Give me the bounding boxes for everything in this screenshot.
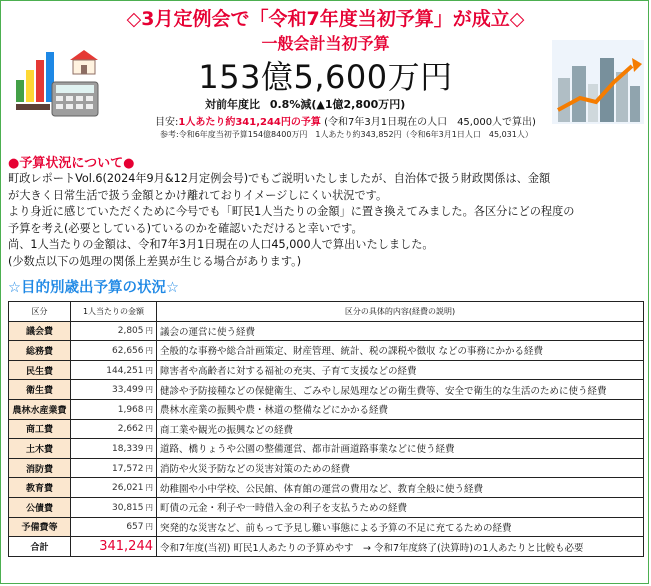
amount-value: 1,968	[117, 404, 144, 415]
table-row	[9, 321, 644, 341]
category-cell: 消防費	[9, 458, 71, 478]
amount-value: 2,805	[117, 326, 144, 337]
expenditure-heading: ☆目的別歳出予算の状況☆	[8, 280, 179, 296]
table-total-row	[9, 537, 644, 557]
amount-cell	[71, 458, 157, 478]
calculator-chart-illustration-icon	[12, 40, 122, 120]
amount-unit: 円	[145, 463, 153, 473]
amount-cell	[71, 497, 157, 517]
explanation-line: が大きく日常生活で扱う金額とかけ離れておりイメージしにくい状況です。	[8, 188, 388, 202]
amount-value: 657	[126, 522, 144, 533]
table-row	[9, 439, 644, 459]
table-header-row	[9, 302, 644, 322]
amount-unit: 円	[145, 365, 153, 375]
target-prefix: 目安:	[155, 117, 179, 128]
category-cell: 予備費等	[9, 517, 71, 537]
table-row	[9, 478, 644, 498]
category-cell: 公債費	[9, 497, 71, 517]
category-cell: 議会費	[9, 321, 71, 341]
category-cell: 土木費	[9, 439, 71, 459]
table-row	[9, 458, 644, 478]
table-row	[9, 399, 644, 419]
description-cell: 消防や火災予防などの災害対策のための経費	[157, 458, 644, 478]
amount-value: 62,656	[112, 345, 144, 356]
budget-explanation	[8, 171, 643, 271]
explanation-line: より身近に感じていただくために今号でも「町民1人当たりの金額」に置き換えてみました。各区分にどの程度の	[8, 205, 575, 219]
category-cell: 商工費	[9, 419, 71, 439]
amount-value: 2,662	[117, 424, 144, 435]
explanation-line: 尚、1人当たりの金額は、令和7年3月1日現在の人口45,000人で算出いたしました。	[8, 238, 434, 252]
amount-cell	[71, 380, 157, 400]
table-row	[9, 360, 644, 380]
table-row	[9, 517, 644, 537]
amount-value: 33,499	[112, 385, 144, 396]
header-description: 区分の具体的内容(経費の説明)	[157, 302, 644, 322]
amount-unit: 円	[145, 483, 153, 493]
amount-unit: 円	[145, 385, 153, 395]
category-cell: 合計	[9, 537, 71, 557]
expenditure-table	[8, 301, 644, 557]
description-cell: 幼稚園や小中学校、公民館、体育館の運営の費用など、教育全般に使う経費	[157, 478, 644, 498]
comparison-label: 対前年度比	[205, 98, 260, 111]
budget-subtitle: 一般会計当初予算	[261, 34, 390, 53]
category-cell: 教育費	[9, 478, 71, 498]
amount-cell	[71, 360, 157, 380]
amount-value: 18,339	[112, 443, 144, 454]
reference-note: 参考:令和6年度当初予算154億8400万円 1人あたり約343,852円（令和6年3月1日人口 45,031人）	[160, 130, 533, 139]
description-cell: 農林水産業の振興や農・林道の整備などにかかる経費	[157, 399, 644, 419]
header-category: 区分	[9, 302, 71, 322]
amount-unit: 円	[145, 404, 153, 414]
category-cell: 民生費	[9, 360, 71, 380]
description-cell: 道路、橋りょうや公園の整備運営、都市計画道路事業などに使う経費	[157, 439, 644, 459]
amount-unit: 円	[145, 502, 153, 512]
amount-cell	[71, 537, 157, 557]
amount-unit: 円	[145, 424, 153, 434]
amount-cell	[71, 341, 157, 361]
budget-status-heading: ●予算状況について●	[8, 156, 135, 171]
amount-unit: 円	[145, 443, 153, 453]
category-cell: 総務費	[9, 341, 71, 361]
year-comparison	[205, 96, 405, 112]
header-amount: 1人当たりの金額	[71, 302, 157, 322]
budget-amount: 153億5,600万円	[198, 58, 453, 96]
explanation-line: 町政レポートVol.6(2024年9月&12月定例会号)でもご説明いたしましたが、自治体で扱う財政関係は、金額	[8, 172, 551, 185]
category-cell: 農林水産業費	[9, 399, 71, 419]
description-cell: 議会の運営に使う経費	[157, 321, 644, 341]
page-title: ◇3月定例会で「令和7年度当初予算」が成立◇	[126, 8, 525, 30]
amount-cell	[71, 517, 157, 537]
amount-cell	[71, 439, 157, 459]
amount-cell	[71, 478, 157, 498]
amount-value: 17,572	[112, 463, 144, 474]
explanation-line: (少数点以下の処理の関係上差異が生じる場合があります。)	[8, 254, 302, 268]
table-row	[9, 497, 644, 517]
city-growth-illustration-icon	[552, 40, 644, 124]
description-cell: 突発的な災害など、前もって予見し難い事態による予算の不足に充てるための経費	[157, 517, 644, 537]
amount-unit: 円	[145, 326, 153, 336]
description-cell: 令和7年度(当初) 町民1人あたりの予算めやす → 令和7年度終了(決算時)の1人あたりと比較も必要	[157, 537, 644, 557]
table-row	[9, 380, 644, 400]
amount-value: 30,815	[112, 502, 144, 513]
comparison-value: 0.8%減(▲1億2,800万円)	[269, 98, 406, 111]
explanation-line: 予算を考え(必要としている)ているのかを確認いただけると幸いです。	[8, 221, 363, 235]
table-row	[9, 419, 644, 439]
description-cell: 町債の元金・利子や一時借入金の利子を支払うための経費	[157, 497, 644, 517]
amount-value: 26,021	[112, 483, 144, 494]
amount-unit: 円	[145, 522, 153, 532]
description-cell: 健診や予防接種などの保健衛生、ごみやし尿処理などの衛生費等、安全で衛生的な生活のために使う経費	[157, 380, 644, 400]
amount-value: 144,251	[106, 365, 144, 376]
target-highlight: 1人あたり約341,244円の予算	[178, 117, 321, 128]
amount-unit: 円	[145, 345, 153, 355]
category-cell: 衛生費	[9, 380, 71, 400]
target-suffix: (令和7年3月1日現在の人口 45,000人で算出)	[324, 117, 536, 128]
description-cell: 商工業や観光の振興などの経費	[157, 419, 644, 439]
table-row	[9, 341, 644, 361]
amount-cell	[71, 399, 157, 419]
description-cell: 障害者や高齢者に対する福祉の充実、子育て支援などの経費	[157, 360, 644, 380]
per-person-target	[155, 113, 536, 128]
amount-cell	[71, 419, 157, 439]
description-cell: 全般的な事務や総合計画策定、財産管理、統計、税の課税や徴収 などの事務にかかる経費	[157, 341, 644, 361]
amount-value: 341,244	[99, 539, 153, 555]
amount-cell	[71, 321, 157, 341]
